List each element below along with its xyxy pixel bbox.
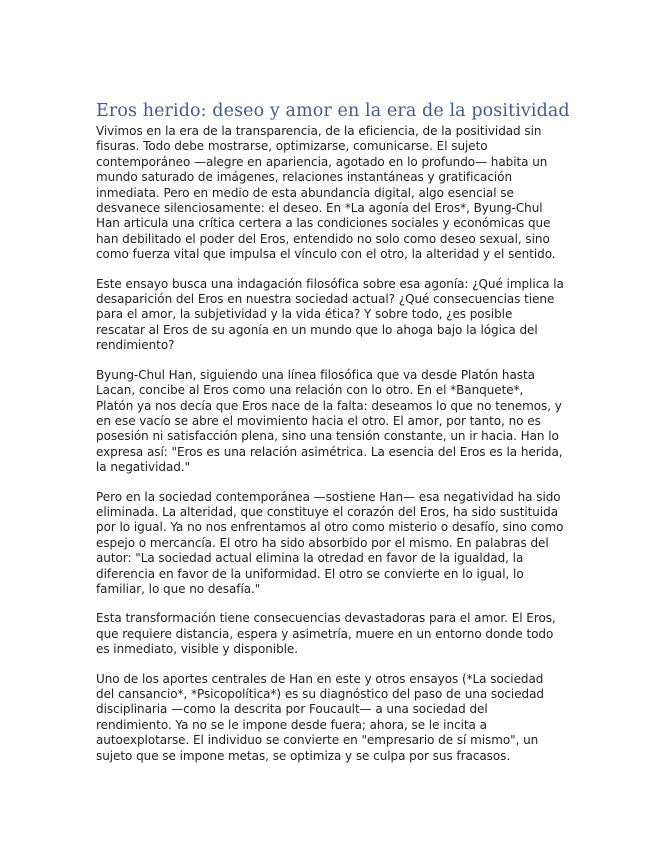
paragraph-6: Uno de los aportes centrales de Han en este y otros ensayos (*La sociedad del cansancio*, *Psicopolítica*) es su diagnóstico del paso de una sociedad disciplinaria —como la descrita por Foucault— a una sociedad del rendimiento. Ya no se le impone desde fuera; ahora, se le incita a autoexplotarse. El individuo se convierte en "empresario de sí mismo", un sujeto que se impone metas, se optimiza y se culpa por sus fracasos. (96, 671, 544, 763)
paragraph-5: Esta transformación tiene consecuencias devastadoras para el amor. El Eros, que requiere distancia, espera y asimetría, muere en un entorno donde todo es inmediato, visible y disponible. (96, 611, 556, 657)
paragraph-2: Este ensayo busca una indagación filosófica sobre esa agonía: ¿Qué implica la desaparición del Eros en nuestra sociedad actual? ¿Qué consecuencias tiene para el amor, la subjetividad y la vida ética? Y sobre todo, ¿es posible rescatar al Eros de su agonía en un mundo que lo ahoga bajo la lógica del rendimiento? (96, 276, 564, 353)
document-title: Eros herido: deseo y amor en la era de la positividad (96, 101, 570, 121)
paragraph-4: Pero en la sociedad contemporánea —sostiene Han— esa negatividad ha sido eliminada. La alteridad, que constituye el corazón del Eros, ha sido sustituida por lo igual. Ya no nos enfrentamos al otro como misterio o desafío, sino como espejo o mercancía. El otro ha sido absorbido por el mismo. En palabras del autor: "La sociedad actual elimina la otredad en favor de la igualdad, la diferencia en favor de la uniformidad. El otro se convierte en lo igual, lo familiar, lo que no desafía." (96, 489, 564, 596)
paragraph-3: Byung-Chul Han, siguiendo una línea filosófica que va desde Platón hasta Lacan, concibe al Eros como una relación con lo otro. En el *Banquete*, Platón ya nos decía que Eros nace de la falta: deseamos lo que no tenemos, y en ese vacío se abre el movimiento hacia el otro. El amor, por tanto, no es posesión ni satisfacción plena, sino una tensión constante, un ir hacia. Han lo expresa así: "Eros es una relación asimétrica. La esencia del Eros es la herida, la negatividad." (96, 367, 563, 475)
paragraph-1: Vivimos en la era de la transparencia, de la eficiencia, de la positividad sin fisuras. Todo debe mostrarse, optimizarse, comunicarse. El sujeto contemporáneo —alegre en apariencia, agotado en lo profundo— habita un mundo saturado de imágenes, relaciones instantáneas y gratificación inmediata. Pero en medio de esta abundancia digital, algo esencial se desvanece silenciosamente: el deseo. En *La agonía del Eros*, Byung-Chul Han articula una crítica certera a las condiciones sociales y económicas que han debilitado el poder del Eros, entendido no solo como deseo sexual, sino como fuerza vital que impulsa el vínculo con el otro, la alteridad y el sentido. (96, 124, 556, 262)
document-page (96, 100, 570, 778)
